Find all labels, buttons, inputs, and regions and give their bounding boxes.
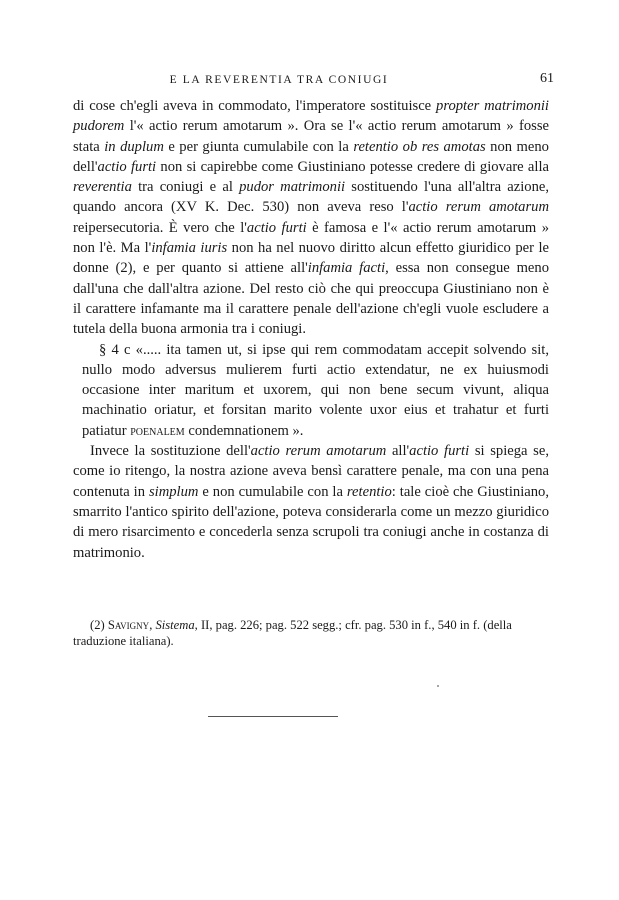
italic-term: actio furti xyxy=(97,158,157,175)
italic-term: infamia facti xyxy=(307,260,386,277)
italic-term: actio rerum amotarum xyxy=(250,443,387,460)
text-run: all' xyxy=(386,443,410,460)
italic-term: actio furti xyxy=(246,219,307,236)
text-run: sostituendo l'una all'altra azione, quando ancora (XV K. Dec. 530) non aveva reso l' xyxy=(73,179,550,216)
italic-term: actio rerum amotarum xyxy=(408,199,549,216)
text-run: , II, pag. 226; pag. 522 segg.; cfr. pag. 530 in f., 540 in f. (della traduzione italiana). xyxy=(73,618,512,648)
page-number: 61 xyxy=(540,71,554,86)
text-run: non meno dell' xyxy=(73,138,549,175)
footnote xyxy=(73,617,549,649)
text-run: non ha nel nuovo diritto alcun effetto giuridico per le donne (2), e per quanto si attiene all' xyxy=(73,240,549,277)
italic-term: simplum xyxy=(148,483,199,500)
body-text xyxy=(73,96,549,563)
paragraph-quote xyxy=(73,340,549,441)
italic-term: in duplum xyxy=(104,138,164,155)
small-caps-text: Savigny xyxy=(107,618,150,632)
text-run: di cose ch'egli aveva in commodato, l'imperatore sostituisce xyxy=(73,98,437,114)
paragraph-conclusion xyxy=(73,441,549,563)
italic-term: actio furti xyxy=(409,443,470,460)
text-run: tra coniugi e al xyxy=(131,179,240,196)
text-run: : tale cioè che Giustiniano, smarrito l'antico spirito dell'azione, poteva considerarla come un mezzo giuridico di mero risarcimento e concederla senza scrupoli tra coniugi anche in costanza di matrimonio. xyxy=(73,483,549,561)
italic-term: propter matrimonii pudorem xyxy=(73,98,549,135)
text-run: e per giunta cumulabile con la xyxy=(163,138,354,155)
text-run: (2) xyxy=(90,618,108,632)
ink-speck xyxy=(437,685,439,687)
italic-term: Sistema xyxy=(155,618,195,632)
italic-term: retentio ob res amotas xyxy=(353,138,486,155)
paragraph-continuation xyxy=(73,96,549,340)
italic-term: retentio xyxy=(346,483,392,500)
text-run: si spiega se, come io ritengo, la nostra azione aveva bensì carattere penale, ma con una pena contenuta in xyxy=(73,443,549,500)
text-run: e non cumulabile con la xyxy=(198,483,347,500)
italic-term: reverentia xyxy=(73,179,132,196)
footnote-text xyxy=(73,617,549,649)
text-run: , essa non consegue meno dall'una che dall'altra azione. Del resto ciò che qui preoccupa Giustiniano non è il carattere infamante ma il carattere penale dell'azione ch'egli vuole escludere a tutela della buona armonia tra i coniugi. xyxy=(73,260,549,338)
text-run: non si capirebbe come Giustiniano potesse credere di giovare alla xyxy=(156,158,549,175)
italic-term: infamia iuris xyxy=(151,240,228,257)
text-run: condemnationem ». xyxy=(184,422,304,439)
text-run: l'« actio rerum amotarum ». Ora se l'« actio rerum amotarum » fosse stata xyxy=(73,118,549,155)
small-caps-text: poenalem xyxy=(130,422,185,439)
running-head: E LA REVERENTIA TRA CONIUGI xyxy=(169,74,389,86)
italic-term: pudor matrimonii xyxy=(239,179,346,196)
text-run: Invece la sostituzione dell' xyxy=(90,443,251,460)
end-rule xyxy=(208,716,338,717)
text-run: è famosa e l'« actio rerum amotarum » non l'è. Ma l' xyxy=(73,219,549,257)
text-run: § 4 c «..... ita tamen ut, si ipse qui rem commodatam accepit solvendo sit, nullo modo adversus mulierem furti actio extendatur, ne ex huiusmodi occasione inter maritum et uxorem, qui non bene secum vivunt, aliqua machinatio oriatur, et forsitan marito volente uxor eius et trahatur et furti patiatur xyxy=(82,341,549,439)
text-run: reipersecutoria. È vero che l' xyxy=(73,219,247,236)
text-run: , xyxy=(149,618,156,632)
